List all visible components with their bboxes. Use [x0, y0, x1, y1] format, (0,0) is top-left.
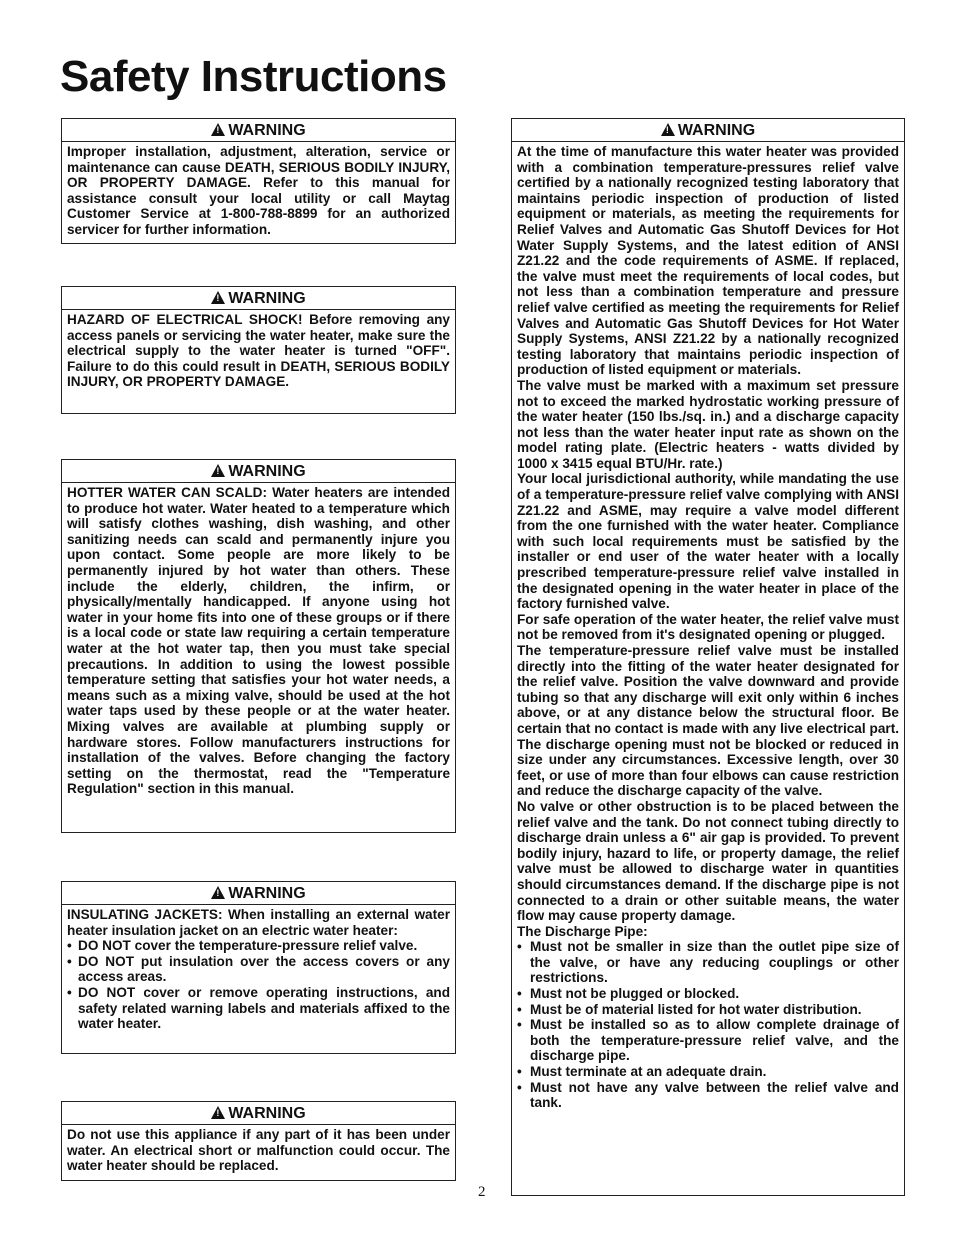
- discharge-pipe-list: [517, 939, 899, 1111]
- relief-paragraph: At the time of manufacture this water heater was provided with a combination temperature-pressures relief valve certified by a nationally recognized testing laboratory that maintains periodic inspection of production of listed equipment or materials, as meeting the requirements for Relief Valves and Automatic Gas Shutoff Devices for Hot Water Supply Systems, and the latest edition of ANSI Z21.22 and the code requirements of ASME. If replaced, the valve must meet the requirements of local codes, but not less than a combination temperature and pressure relief valve certified as meeting the requirements for Relief Valves and Automatic Gas Shutoff Devices for Hot Water Supply Systems, ANSI Z21.22 by a nationally recognized testing laboratory that maintains periodic inspection of production of listed equipment or materials.: [517, 144, 899, 378]
- warning-triangle-icon: [211, 1106, 225, 1119]
- warning-box-electrical-shock: [61, 286, 456, 414]
- warning-triangle-icon: [211, 291, 225, 304]
- warning-label: WARNING: [228, 1105, 306, 1122]
- warning-content: [517, 144, 899, 1111]
- warning-intro: INSULATING JACKETS: When installing an external water heater insulation jacket on an electric water heater:: [67, 907, 450, 938]
- warning-header: [62, 884, 455, 905]
- list-item: • DO NOT cover the temperature-pressure relief valve.: [67, 938, 450, 954]
- warning-box-relief-valve: [511, 118, 905, 1196]
- warning-triangle-icon: [211, 886, 225, 899]
- warning-label: WARNING: [228, 463, 306, 480]
- page-number: 2: [478, 1184, 486, 1200]
- page-title: Safety Instructions: [60, 52, 447, 101]
- relief-paragraph: No valve or other obstruction is to be placed between the relief valve and the tank. Do not connect tubing directly to discharge drain unless a 6" air gap is provided. To prevent bodily injury, hazard to life, or property damage, the relief valve must be allowed to discharge water in quantities should circumstances demand. If the discharge pipe is not connected to a drain or other suitable means, the water flow may cause property damage.: [517, 798, 899, 924]
- warning-text: Do not use this appliance if any part of it has been under water. An electrical short or malfunction could occur. The water heater should be replaced.: [67, 1127, 450, 1174]
- warning-triangle-icon: [661, 123, 675, 136]
- warning-box-flood: [61, 1101, 456, 1181]
- warning-triangle-icon: [211, 123, 225, 136]
- list-item: • DO NOT put insulation over the access covers or any access areas.: [67, 954, 450, 985]
- warning-header: [62, 289, 455, 310]
- list-item: • Must be installed so as to allow complete drainage of both the temperature-pressure relief valve, and the discharge pipe.: [517, 1017, 899, 1064]
- warning-header: [512, 121, 904, 142]
- list-item: • Must not be plugged or blocked.: [517, 986, 899, 1002]
- warning-text: HAZARD OF ELECTRICAL SHOCK! Before removing any access panels or servicing the water heater, make sure the electrical supply to the water heater is turned "OFF". Failure to do this could result in DEATH, SERIOUS BODILY INJURY, OR PROPERTY DAMAGE.: [67, 312, 450, 390]
- warning-label: WARNING: [677, 122, 756, 139]
- warning-header: [62, 462, 455, 483]
- discharge-pipe-heading: The Discharge Pipe:: [517, 923, 648, 939]
- warning-label: WARNING: [228, 290, 306, 307]
- list-item: • Must not be smaller in size than the outlet pipe size of the valve, or have any reducing couplings or other restrictions.: [517, 939, 899, 986]
- warning-label: WARNING: [228, 885, 306, 902]
- warning-box-installation: [61, 118, 456, 244]
- list-item: • Must terminate at an adequate drain.: [517, 1064, 899, 1080]
- warning-text: Improper installation, adjustment, alteration, service or maintenance can cause DEATH, SERIOUS BODILY INJURY, OR PROPERTY DAMAGE. Refer to this manual for assistance consult your local utility or call Maytag Customer Service at 1-800-788-8899 for an authorized servicer for further information.: [67, 144, 450, 237]
- warning-label: WARNING: [228, 122, 306, 139]
- warning-triangle-icon: [211, 464, 225, 477]
- list-item: • DO NOT cover or remove operating instructions, and safety related warning labels and materials affixed to the water heater.: [67, 985, 450, 1032]
- relief-paragraph: Your local jurisdictional authority, while mandating the use of a temperature-pressure relief valve complying with ANSI Z21.22 and ASME, may require a valve model different from the one furnished with the water heater. Compliance with such local requirements must be satisfied by the installer or end user of the water heater with a locally prescribed temperature-pressure relief valve installed in the designated opening in the water heater in place of the factory furnished valve.: [517, 471, 899, 612]
- warning-content: [67, 907, 450, 1032]
- relief-paragraph: For safe operation of the water heater, the relief valve must not be removed from it's designated opening or plugged.: [517, 611, 899, 643]
- warning-box-scald: [61, 459, 456, 833]
- list-item: • Must be of material listed for hot water distribution.: [517, 1002, 899, 1018]
- warning-text: HOTTER WATER CAN SCALD: Water heaters are intended to produce hot water. Water heated to a temperature which will satisfy clothes washing, dish washing, and other sanitizing needs can scald and permanently injure you upon contact. Some people are more likely to be permanently injured by hot water than others. These include the elderly, children, the infirm, or physically/mentally handicapped. If anyone using hot water in your home fits into one of these groups or if there is a local code or state law requiring a certain temperature water at the hot water tap, then you must take special precautions. In addition to using the lowest possible temperature setting that satisfies your hot water needs, a means such as a mixing valve, should be used at the hot water taps used by these people or at the water heater. Mixing valves are available at plumbing supply or hardware stores. Follow manufacturers instructions for installation of the valves. Before changing the factory setting on the thermostat, read the "Temperature Regulation" section in this manual.: [67, 485, 450, 797]
- relief-paragraph: The valve must be marked with a maximum set pressure not to exceed the marked hydrostatic working pressure of the water heater (150 lbs./sq. in.) and a discharge capacity not less than the water heater input rate as shown on the model rating plate. (Electric heaters - watts divided by 1000 x 3415 equal BTU/Hr. rate.): [517, 377, 899, 471]
- warning-header: [62, 1104, 455, 1125]
- relief-paragraph: The temperature-pressure relief valve must be installed directly into the fitting of the water heater designated for the relief valve. Position the valve downward and provide tubing so that any discharge will exit only within 6 inches above, or at any distance below the structural floor. Be certain that no contact is made with any live electrical part. The discharge opening must not be blocked or reduced in size under any circumstances. Excessive length, over 30 feet, or use of more than four elbows can cause restriction and reduce the discharge capacity of the valve.: [517, 643, 899, 799]
- warning-box-insulating-jackets: [61, 881, 456, 1054]
- list-item: • Must not have any valve between the relief valve and tank.: [517, 1080, 899, 1111]
- jacket-bullet-list: [67, 938, 450, 1032]
- warning-header: [62, 121, 455, 142]
